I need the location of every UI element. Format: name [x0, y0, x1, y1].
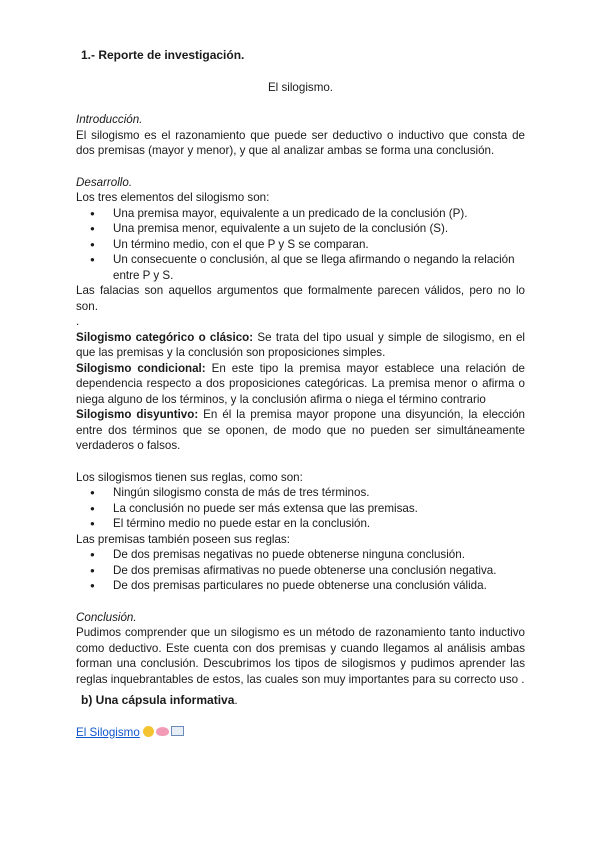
list-item: ● Una premisa mayor, equivalente a un predicado de la conclusión (P). — [76, 206, 525, 222]
report-heading: 1.- Reporte de investigación. — [81, 48, 245, 62]
categorical-syllogism — [76, 330, 525, 361]
list-item: ● De dos premisas negativas no puede obtenerse ninguna conclusión. — [76, 547, 525, 563]
separator-dot: . — [76, 315, 80, 328]
document-body — [76, 48, 525, 740]
document-title: El silogismo. — [267, 81, 334, 94]
list-item: ● La conclusión no puede ser más extensa que las premisas. — [76, 501, 525, 517]
list-item: ● Una premisa menor, equivalente a un sujeto de la conclusión (S). — [76, 221, 525, 237]
intro-label: Introducción. — [76, 113, 143, 126]
silogismo-link[interactable] — [76, 726, 140, 739]
conclusion-label: Conclusión. — [76, 610, 137, 624]
type-description: Se trata del tipo usual y simple de silogismo, en el que las premisas y la conclusión son proposiciones simples. — [76, 330, 525, 359]
type-term: Silogismo disyuntivo: — [76, 408, 199, 421]
open-book-icon — [171, 726, 184, 736]
type-description: En él la premisa mayor propone una disyunción, la elección entre dos términos que se oponen, de modo que no pueden ser simultáneamente verdaderos o falsos. — [76, 408, 525, 452]
list-item: ● Un término medio, con el que P y S se comparan. — [76, 237, 525, 253]
disjunctive-syllogism — [76, 407, 525, 454]
list-item: ● Un consecuente o conclusión, al que se llega afirmando o negando la relación entre P y S. — [76, 252, 525, 283]
capsule-heading — [81, 693, 525, 709]
fallacies-paragraph: Las falacias son aquellos argumentos que formalmente parecen válidos, pero no lo son. — [76, 284, 525, 313]
thinking-face-icon — [143, 726, 154, 737]
list-item: ● Ningún silogismo consta de más de tres términos. — [76, 485, 525, 501]
development-label: Desarrollo. — [76, 175, 133, 189]
type-term: Silogismo categórico o clásico: — [76, 330, 254, 344]
brain-icon — [156, 727, 169, 736]
silogismo-link-text: El Silogismo — [76, 725, 140, 739]
type-description: En este tipo la premisa mayor establece una relación de dependencia respecto a dos proposiciones categóricas. La premisa menor o afirma o niega alguno de los términos, y la conclusión afirma o niega el término contrario — [76, 361, 525, 406]
list-item: ● El término medio no puede estar en la conclusión. — [76, 516, 525, 532]
conclusion-paragraph: Pudimos comprender que un silogismo es un método de razonamiento tanto inductivo como deductivo. Este cuenta con dos premisas y cuando llegamos al análisis ambas forman una conclusión. Descubrimos los tipos de silogismos y pudimos aprender las reglas inquebrantables de estos, las cuales son muy importantes para su correcto uso . — [76, 626, 525, 686]
conditional-syllogism — [76, 361, 525, 408]
type-term: Silogismo condicional: — [76, 361, 206, 375]
rules-intro: Los silogismos tienen sus reglas, como son: — [76, 470, 303, 484]
elements-list — [76, 206, 525, 284]
premise-rules-list — [76, 547, 525, 594]
rules-list — [76, 485, 525, 532]
intro-paragraph: El silogismo es el razonamiento que puede ser deductivo o inductivo que consta de dos premisas (mayor y menor), y que al analizar ambas se forma una conclusión. — [76, 128, 525, 157]
list-item: ● De dos premisas afirmativas no puede obtenerse una conclusión negativa. — [76, 563, 525, 579]
elements-intro: Los tres elementos del silogismo son: — [76, 191, 270, 204]
capsule-link-line — [76, 725, 525, 741]
capsule-title: b) Una cápsula informativa — [81, 693, 235, 707]
premise-rules-intro: Las premisas también poseen sus reglas: — [76, 532, 290, 546]
list-item: ● De dos premisas particulares no puede obtenerse una conclusión válida. — [76, 578, 525, 594]
capsule-title-dot: . — [234, 693, 238, 707]
